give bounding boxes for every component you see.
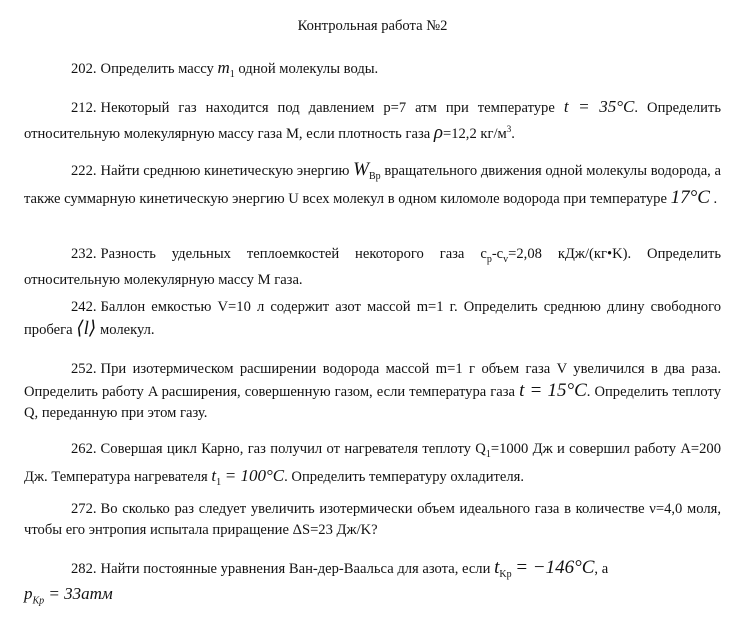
problem-262: 262. Совершая цикл Карно, газ получил от нагревателя теплоту $Q_1=1000$ Дж и совершил работу A=200 Дж. Температура нагревателя $t_1 = 100^\circ C$. Определить температуру охладителя. xyxy=(24,441,722,488)
problem-232: 232. Разность удельных теплоемкостей некоторого газа $c_p-c_v=2,08$ кДж/(кг•K). Определить относительную молекулярную массу M газа. xyxy=(24,246,721,288)
problem-282-formula: $p_{Kp} = 33атм$ xyxy=(24,584,113,607)
problem-252: 252. При изотермическом расширении водорода массой m=1 г объем газа V увеличился в два раза. Определить работу A расширения, совершенную газом, если температура газа t = 15°C. Определить теплоту Q, переданную при этом газу. xyxy=(24,361,721,421)
problem-202: 202. Определить массу $m_1$ одной молекулы воды. xyxy=(71,58,379,80)
problem-212: 212. Некоторый газ находится под давлением p=7 атм при температуре t = 35°C. Определить относительную молекулярную массу газа M, если плотность газа ρ=12,2 $кг/м^3$. xyxy=(24,97,721,143)
problem-222: 222. Найти среднюю кинетическую энергию $W_{Bp}$ вращательного движения одной молекулы водорода, а также суммарную кинетическую энергию U всех молекул в одном киломоле водорода при температуре 17°C . xyxy=(24,159,721,208)
problem-282: 282. Найти постоянные уравнения Ван-дер-Ваальса для азота, если $t_{Kp} = -146^\circ C$, а xyxy=(71,557,609,580)
document-page xyxy=(24,0,722,607)
problem-272: 272. Во сколько раз следует увеличить изотермически объем идеального газа в количестве ν=4,0 моля, чтобы его энтропия испытала приращение ΔS=23 Дж/K? xyxy=(24,501,721,538)
problem-242: 242. Баллон емкостью V=10 л содержит азот массой m=1 г. Определить среднюю длину свободного пробега ⟨l⟩ молекул. xyxy=(24,299,721,339)
document-title: Контрольная работа №2 xyxy=(297,18,448,34)
